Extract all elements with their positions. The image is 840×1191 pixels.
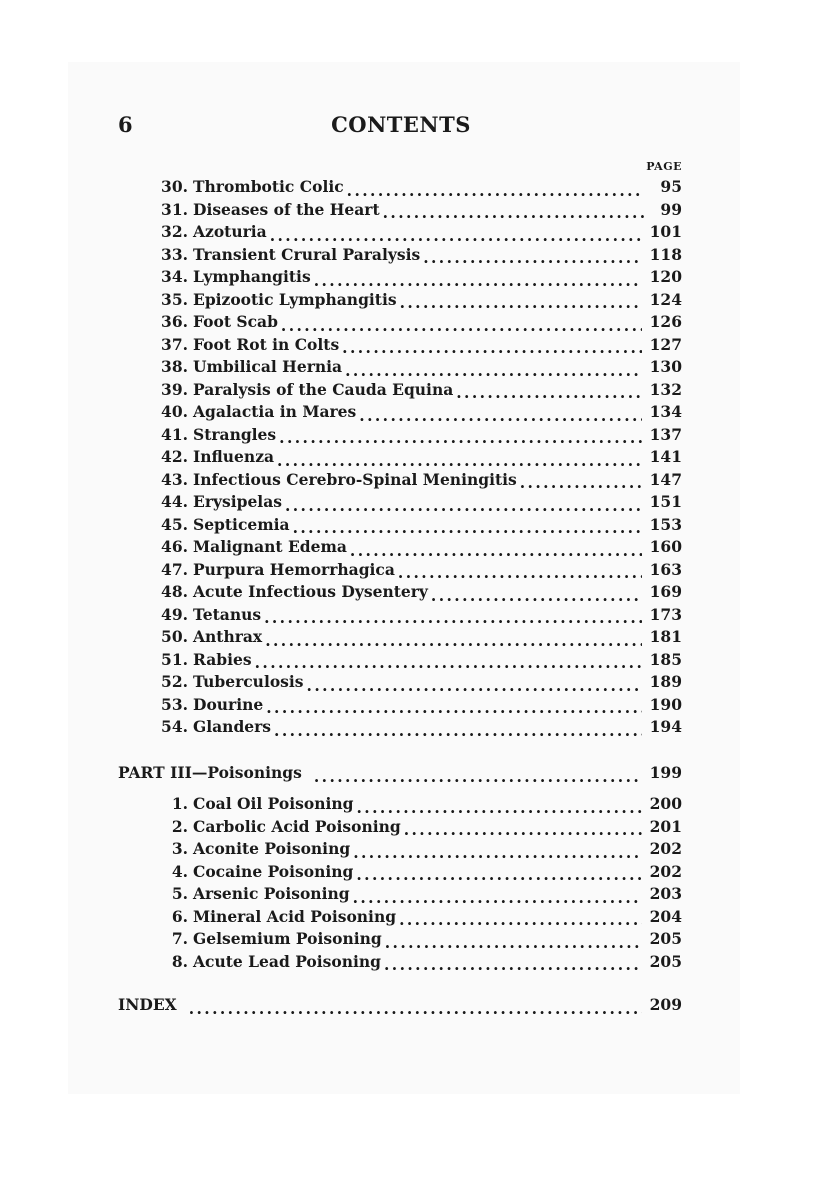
- entry-page: 132: [649, 379, 682, 399]
- toc-entry: [146, 650, 682, 673]
- poisoning-entry: [146, 952, 682, 975]
- entry-number: 46.: [161, 537, 188, 556]
- entry-number: 43.: [161, 469, 188, 489]
- entry-title: Carbolic Acid Poisoning: [193, 816, 401, 836]
- toc-entry: [146, 177, 682, 200]
- entry-title: Septicemia: [193, 514, 290, 534]
- toc-entry: [146, 627, 682, 650]
- toc-entry: [146, 380, 682, 403]
- entry-title: Azoturia: [193, 222, 267, 241]
- dot-leader: [456, 387, 641, 403]
- toc-entry: [146, 312, 682, 335]
- toc-entry: [146, 290, 682, 313]
- entry-title: Tuberculosis: [193, 672, 304, 691]
- dot-leader: [356, 869, 641, 885]
- running-title: CONTENTS: [331, 112, 471, 137]
- entry-page: 163: [649, 559, 682, 579]
- entry-title: Anthrax: [193, 627, 263, 646]
- dot-leader: [264, 612, 642, 628]
- dot-leader: [353, 846, 641, 862]
- entry-page: 130: [649, 357, 682, 376]
- entry-page: 185: [649, 649, 682, 669]
- toc-entry: [146, 447, 682, 470]
- dot-leader: [399, 914, 642, 930]
- entry-number: 3.: [171, 839, 188, 858]
- dot-leader: [342, 342, 641, 358]
- entry-page: 205: [649, 951, 682, 971]
- entry-number: 48.: [161, 582, 188, 601]
- entry-page: 173: [649, 604, 682, 624]
- entry-title: Malignant Edema: [193, 537, 347, 556]
- section-page: 209: [649, 995, 682, 1014]
- entry-number: 50.: [161, 627, 188, 646]
- entry-number: 47.: [161, 559, 188, 579]
- poisoning-entry: [146, 884, 682, 907]
- entry-title: Strangles: [193, 424, 277, 444]
- entry-page: 153: [649, 514, 682, 534]
- poisoning-entry: [146, 794, 682, 817]
- entry-title: Rabies: [193, 649, 252, 669]
- dot-leader: [431, 589, 642, 605]
- toc-entry: [146, 425, 682, 448]
- entry-number: 33.: [161, 244, 188, 264]
- entry-title: Paralysis of the Cauda Equina: [193, 379, 454, 399]
- entry-title: Erysipelas: [193, 492, 282, 511]
- entry-page: 202: [649, 839, 682, 858]
- entry-number: 5.: [171, 884, 188, 903]
- toc-entry: [146, 717, 682, 740]
- entry-page: 120: [649, 267, 682, 286]
- dot-leader: [266, 702, 641, 718]
- entry-title: Diseases of the Heart: [193, 199, 380, 219]
- entry-title: Umbilical Hernia: [193, 357, 343, 376]
- entry-number: 6.: [171, 906, 188, 926]
- entry-page: 151: [649, 492, 682, 511]
- entry-page: 124: [649, 289, 682, 309]
- toc-entry: [146, 335, 682, 358]
- entry-title: Lymphangitis: [193, 267, 311, 286]
- entry-title: Acute Infectious Dysentery: [193, 582, 428, 601]
- entry-page: 137: [649, 424, 682, 444]
- toc-entry: [146, 245, 682, 268]
- dot-leader: [314, 770, 642, 786]
- toc-entry: [146, 357, 682, 380]
- dot-leader: [359, 409, 641, 425]
- dot-leader: [385, 936, 642, 952]
- entry-page: 118: [649, 244, 682, 264]
- entry-number: 53.: [161, 694, 188, 714]
- entry-title: Arsenic Poisoning: [193, 884, 350, 903]
- entry-number: 37.: [161, 334, 188, 354]
- entry-number: 34.: [161, 267, 188, 286]
- entry-title: Acute Lead Poisoning: [193, 951, 381, 971]
- dot-leader: [404, 824, 642, 840]
- dot-leader: [353, 891, 642, 907]
- dot-leader: [279, 432, 641, 448]
- entry-number: 7.: [171, 929, 188, 948]
- poisoning-entry: [146, 839, 682, 862]
- entry-number: 2.: [171, 816, 188, 836]
- entry-number: 39.: [161, 379, 188, 399]
- entry-number: 45.: [161, 514, 188, 534]
- dot-leader: [400, 297, 642, 313]
- section-title: PART III—Poisonings: [118, 763, 302, 782]
- index-entry: [118, 995, 682, 1018]
- entry-page: 194: [649, 717, 682, 736]
- toc-entry: [146, 470, 682, 493]
- entry-number: 42.: [161, 447, 188, 466]
- poisoning-entry: [146, 817, 682, 840]
- entry-number: 8.: [171, 951, 188, 971]
- entry-page: 95: [660, 177, 682, 196]
- dot-leader: [520, 477, 642, 493]
- dot-leader: [285, 499, 642, 515]
- entry-number: 35.: [161, 289, 188, 309]
- entry-title: Agalactia in Mares: [193, 402, 357, 421]
- entry-number: 4.: [171, 861, 188, 881]
- entry-title: Aconite Poisoning: [193, 839, 351, 858]
- entry-title: Thrombotic Colic: [193, 177, 344, 196]
- entry-number: 30.: [161, 177, 188, 196]
- dot-leader: [255, 657, 642, 673]
- entry-title: Tetanus: [193, 604, 262, 624]
- entry-title: Gelsemium Poisoning: [193, 929, 382, 948]
- entry-page: 141: [649, 447, 682, 466]
- toc-entry: [146, 200, 682, 223]
- entry-number: 36.: [161, 312, 188, 331]
- entry-title: Glanders: [193, 717, 272, 736]
- part-heading: [118, 763, 682, 786]
- entry-number: 52.: [161, 672, 188, 691]
- dot-leader: [281, 319, 642, 335]
- entry-title: Mineral Acid Poisoning: [193, 906, 397, 926]
- dot-leader: [293, 522, 642, 538]
- dot-leader: [270, 229, 642, 245]
- entry-page: 202: [649, 861, 682, 881]
- toc-entry: [146, 267, 682, 290]
- toc-entry: [146, 582, 682, 605]
- dot-leader: [277, 454, 642, 470]
- entry-title: Coal Oil Poisoning: [193, 794, 354, 813]
- poisoning-entry: [146, 929, 682, 952]
- toc-entry: [146, 560, 682, 583]
- poisoning-entry: [146, 907, 682, 930]
- dot-leader: [384, 959, 642, 975]
- entry-page: 205: [649, 929, 682, 948]
- toc-entry: [146, 672, 682, 695]
- entry-number: 44.: [161, 492, 188, 511]
- entry-page: 147: [649, 469, 682, 489]
- entry-title: Epizootic Lymphangitis: [193, 289, 397, 309]
- entry-title: Influenza: [193, 447, 275, 466]
- entry-number: 54.: [161, 717, 188, 736]
- entry-page: 181: [649, 627, 682, 646]
- dot-leader: [347, 184, 644, 200]
- toc-entry: [146, 537, 682, 560]
- toc-entry: [146, 492, 682, 515]
- dot-leader: [314, 274, 642, 290]
- entry-number: 31.: [161, 199, 188, 219]
- dot-leader: [398, 567, 642, 583]
- entry-page: 160: [649, 537, 682, 556]
- entry-number: 1.: [171, 794, 188, 813]
- dot-leader: [383, 207, 644, 223]
- page-number: 6: [118, 112, 133, 137]
- entry-page: 126: [649, 312, 682, 331]
- entry-title: Purpura Hemorrhagica: [193, 559, 395, 579]
- toc-entry: [146, 515, 682, 538]
- entry-number: 40.: [161, 402, 188, 421]
- entry-title: Foot Rot in Colts: [193, 334, 340, 354]
- dot-leader: [274, 724, 642, 740]
- entry-page: 190: [649, 694, 682, 714]
- entry-page: 127: [649, 334, 682, 354]
- dot-leader: [356, 801, 641, 817]
- entry-title: Infectious Cerebro-Spinal Meningitis: [193, 469, 517, 489]
- dot-leader: [265, 634, 641, 650]
- entry-title: Transient Crural Paralysis: [193, 244, 421, 264]
- dot-leader: [345, 364, 642, 380]
- entry-page: 169: [649, 582, 682, 601]
- entry-number: 49.: [161, 604, 188, 624]
- entry-page: 203: [649, 884, 682, 903]
- dot-leader: [307, 679, 642, 695]
- dot-leader: [189, 1002, 642, 1018]
- dot-leader: [423, 252, 641, 268]
- page-column-label: PAGE: [646, 160, 682, 173]
- toc-entry: [146, 222, 682, 245]
- entry-page: 101: [649, 222, 682, 241]
- entry-page: 201: [649, 816, 682, 836]
- section-title: INDEX: [118, 995, 177, 1014]
- toc-entry: [146, 695, 682, 718]
- entry-page: 204: [649, 906, 682, 926]
- section-page: 199: [649, 763, 682, 782]
- entry-page: 99: [660, 199, 682, 219]
- entry-number: 51.: [161, 649, 188, 669]
- toc-entry: [146, 402, 682, 425]
- entry-number: 41.: [161, 424, 188, 444]
- entry-number: 32.: [161, 222, 188, 241]
- entry-title: Foot Scab: [193, 312, 278, 331]
- entry-number: 38.: [161, 357, 188, 376]
- poisoning-entry: [146, 862, 682, 885]
- entry-title: Dourine: [193, 694, 264, 714]
- entry-page: 134: [649, 402, 682, 421]
- dot-leader: [350, 544, 642, 560]
- entry-page: 189: [649, 672, 682, 691]
- entry-page: 200: [649, 794, 682, 813]
- entry-title: Cocaine Poisoning: [193, 861, 354, 881]
- toc-entry: [146, 605, 682, 628]
